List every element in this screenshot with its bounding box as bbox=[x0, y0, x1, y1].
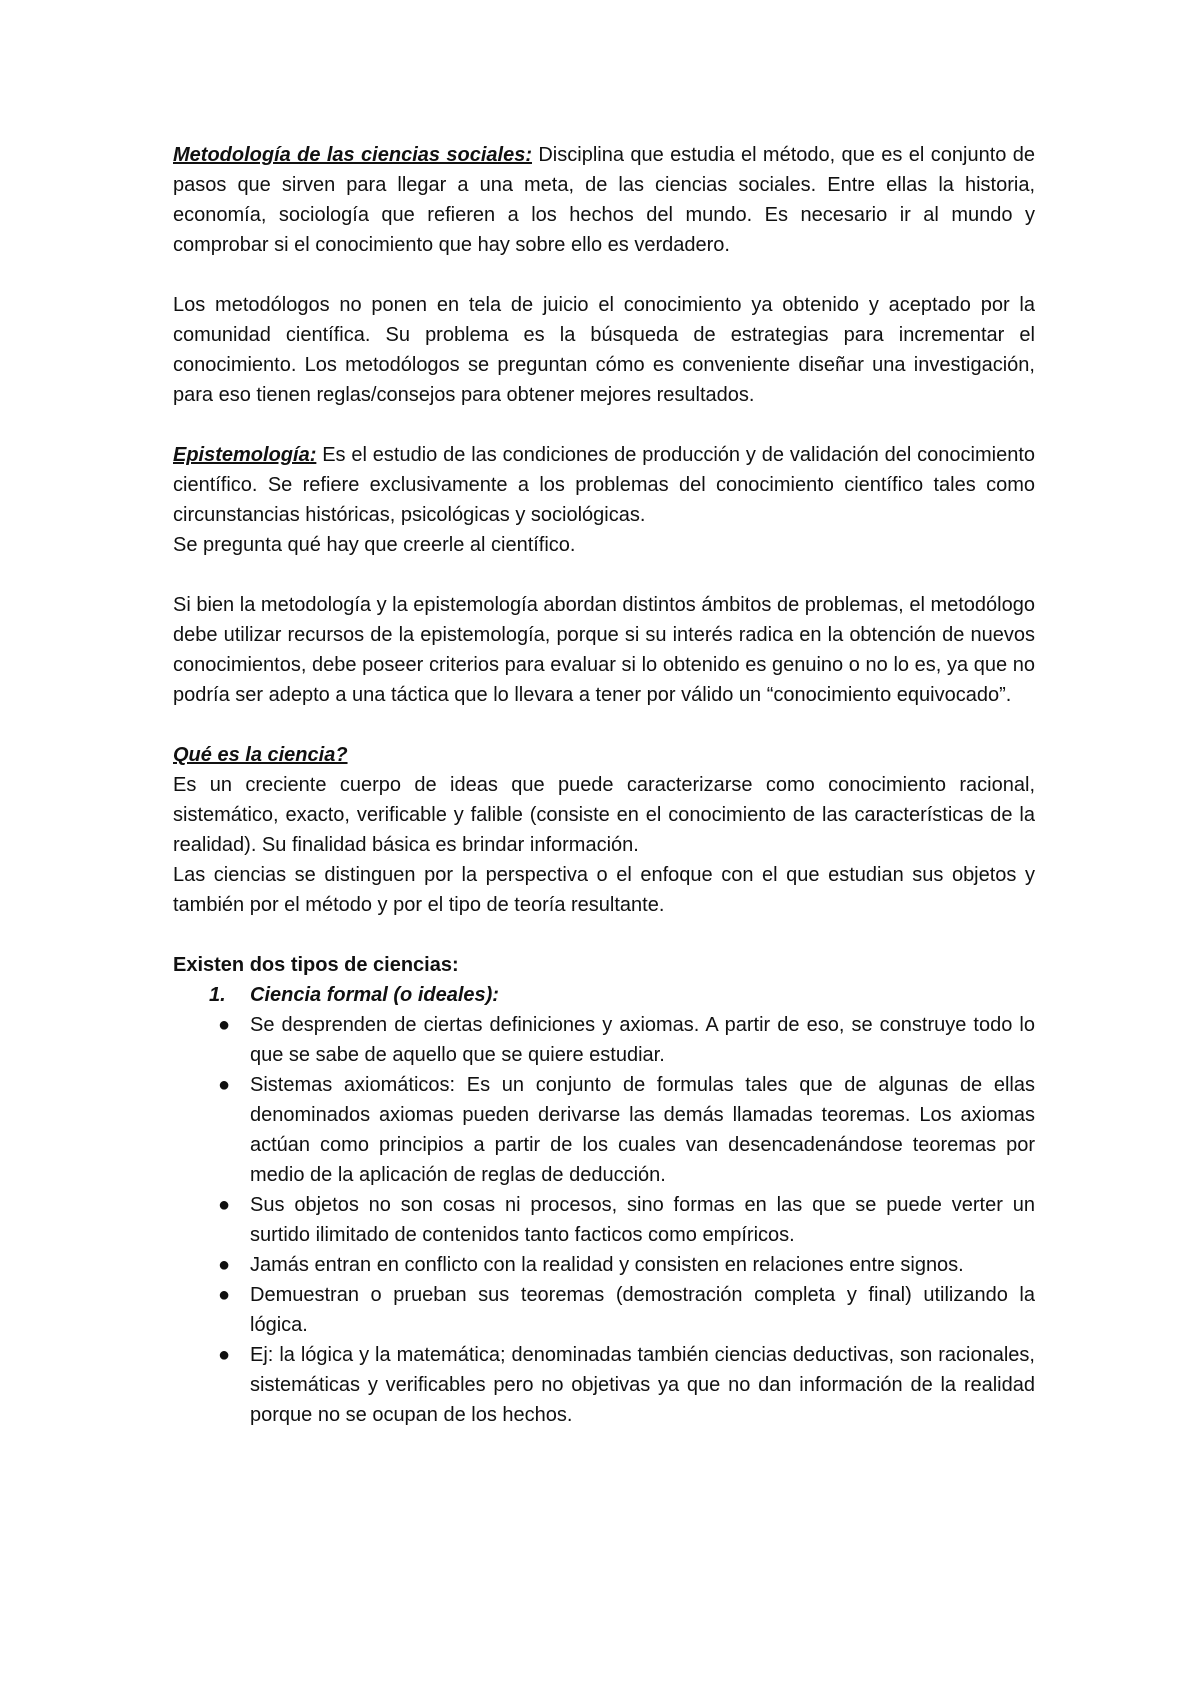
heading-metodologia: Metodología de las ciencias sociales: bbox=[173, 144, 532, 166]
paragraph-epistemologia bbox=[173, 440, 1035, 530]
paragraph-epistemologia-2: Se pregunta qué hay que creerle al científico. bbox=[173, 534, 576, 556]
bullet-text: Ej: la lógica y la matemática; denominadas también ciencias deductivas, son racionales, sistemáticas y verificables pero no objetivas ya que no dan información de la realidad porque no se ocupan de los hechos. bbox=[250, 1344, 1035, 1426]
bullet-text: Sus objetos no son cosas ni procesos, sino formas en las que se puede verter un surtido ilimitado de contenidos tanto facticos como empíricos. bbox=[250, 1194, 1035, 1246]
bullet-icon: ● bbox=[218, 1344, 231, 1366]
heading-tipos: Existen dos tipos de ciencias: bbox=[173, 954, 459, 976]
bullet-icon: ● bbox=[218, 1254, 231, 1276]
text-metodologia: Disciplina que estudia el método, que es el conjunto de pasos que sirven para llegar a una meta, de las ciencias sociales. Entre ellas la historia, economía, sociología que refieren a los hechos del mundo. Es necesario ir al mundo y comprobar si el conocimiento que hay sobre ello es verdadero. bbox=[173, 144, 1035, 256]
list-item bbox=[218, 1250, 1035, 1280]
type-item bbox=[173, 980, 1035, 1430]
bullet-icon: ● bbox=[218, 1194, 231, 1216]
list-item bbox=[218, 1280, 1035, 1340]
bullet-text: Demuestran o prueban sus teoremas (demostración completa y final) utilizando la lógica. bbox=[250, 1284, 1035, 1336]
heading-ciencia: Qué es la ciencia? bbox=[173, 744, 348, 766]
heading-epistemologia: Epistemología: bbox=[173, 444, 317, 466]
paragraph-metodologos: Los metodólogos no ponen en tela de juicio el conocimiento ya obtenido y aceptado por la comunidad científica. Su problema es la búsqueda de estrategias para incrementar el conocimiento. Los metodólogos se preguntan cómo es conveniente diseñar una investigación, para eso tienen reglas/consejos para obtener mejores resultados. bbox=[173, 294, 1035, 406]
document-page bbox=[173, 140, 1035, 1430]
paragraph-ciencia-2: Las ciencias se distinguen por la perspectiva o el enfoque con el que estudian sus objetos y también por el método y por el tipo de teoría resultante. bbox=[173, 864, 1035, 916]
paragraph-metodologia bbox=[173, 140, 1035, 260]
types-list bbox=[173, 980, 1035, 1430]
bullet-icon: ● bbox=[218, 1074, 231, 1096]
list-item bbox=[218, 1190, 1035, 1250]
bullet-text: Sistemas axiomáticos: Es un conjunto de formulas tales que de algunas de ellas denominados axiomas pueden derivarse las demás llamadas teoremas. Los axiomas actúan como principios a partir de los cuales van desencadenándose teoremas por medio de la aplicación de reglas de deducción. bbox=[250, 1074, 1035, 1186]
type-number: 1. bbox=[209, 984, 226, 1006]
list-item bbox=[218, 1340, 1035, 1430]
paragraph-ciencia: Es un creciente cuerpo de ideas que puede caracterizarse como conocimiento racional, sistemático, exacto, verificable y falible (consiste en el conocimiento de las características de la realidad). Su finalidad básica es brindar información. bbox=[173, 774, 1035, 856]
type-title: Ciencia formal (o ideales): bbox=[250, 984, 499, 1006]
bullet-list bbox=[218, 1010, 1035, 1430]
paragraph-si-bien: Si bien la metodología y la epistemología abordan distintos ámbitos de problemas, el metodólogo debe utilizar recursos de la epistemología, porque si su interés radica en la obtención de nuevos conocimientos, debe poseer criterios para evaluar si lo obtenido es genuino o no lo es, ya que no podría ser adepto a una táctica que lo llevara a tener por válido un “conocimiento equivocado”. bbox=[173, 594, 1035, 706]
bullet-icon: ● bbox=[218, 1284, 231, 1306]
bullet-text: Se desprenden de ciertas definiciones y axiomas. A partir de eso, se construye todo lo que se sabe de aquello que se quiere estudiar. bbox=[250, 1014, 1035, 1066]
list-item bbox=[218, 1010, 1035, 1070]
list-item bbox=[218, 1070, 1035, 1190]
text-epistemologia: Es el estudio de las condiciones de producción y de validación del conocimiento científico. Se refiere exclusivamente a los problemas del conocimiento científico tales como circunstancias históricas, psicológicas y sociológicas. bbox=[173, 444, 1035, 526]
bullet-text: Jamás entran en conflicto con la realidad y consisten en relaciones entre signos. bbox=[250, 1254, 964, 1276]
bullet-icon: ● bbox=[218, 1014, 231, 1036]
